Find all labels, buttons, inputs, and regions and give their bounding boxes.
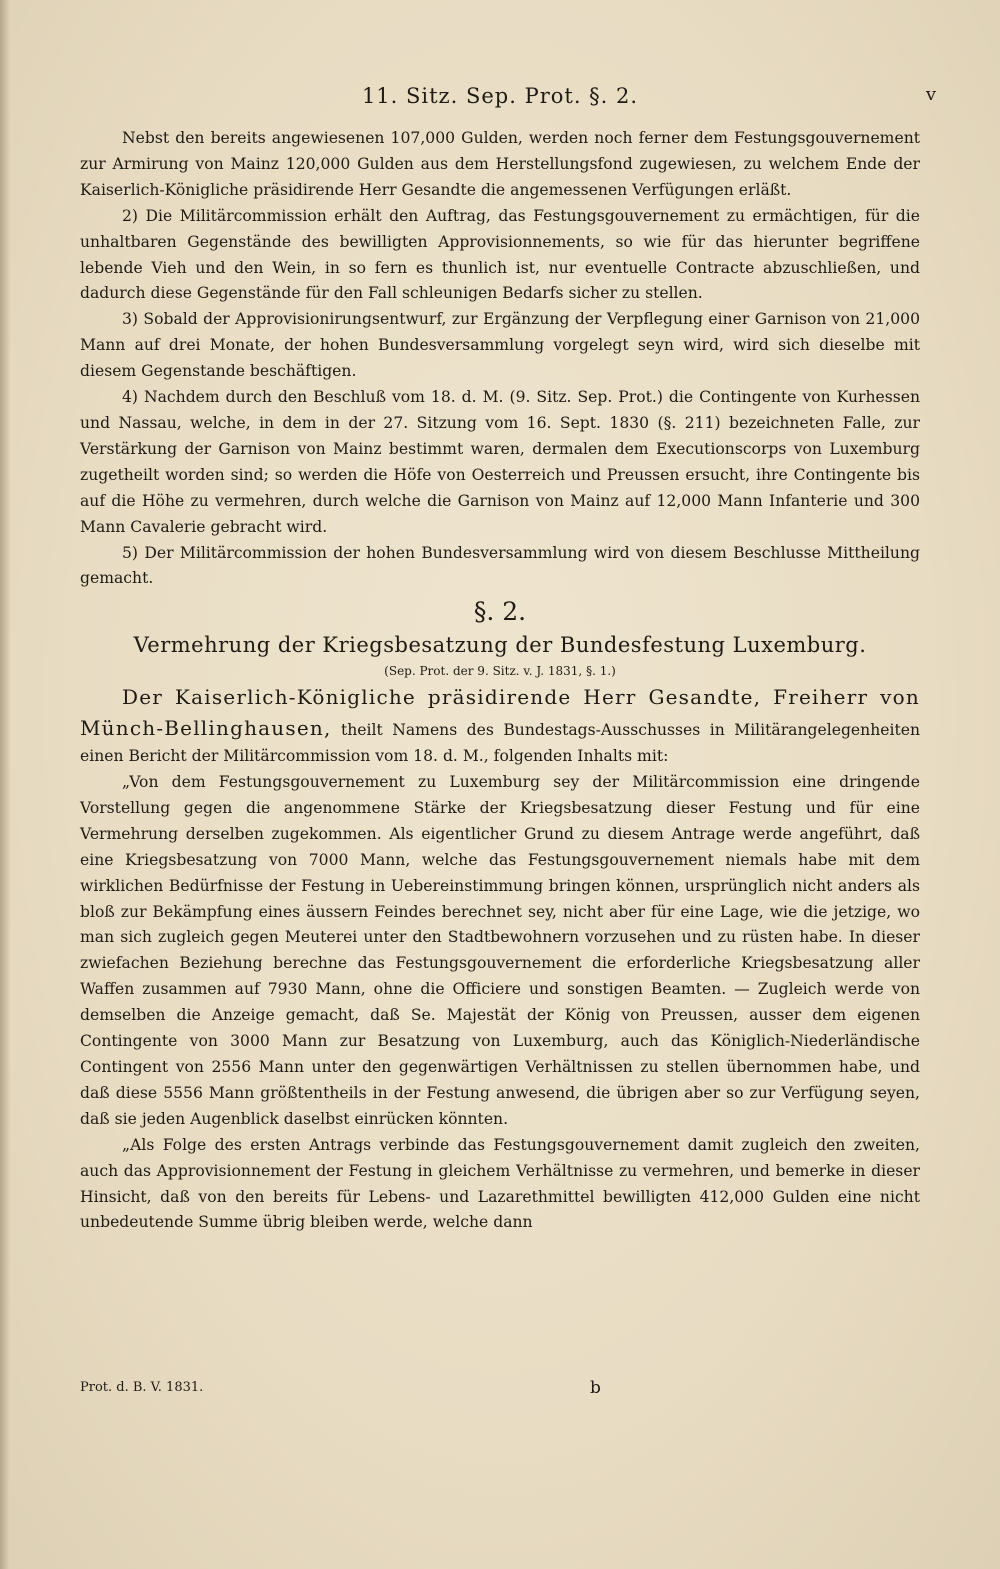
- section-number: §. 2.: [473, 597, 527, 627]
- section-lead: Der Kaiserlich-Königliche präsidirende Herr Gesandte, Freiherr von Münch-Bellinghausen,: [80, 685, 920, 741]
- section-lead-paragraph: [80, 682, 920, 770]
- paragraph: 2) Die Militärcommission erhält den Auftrag, das Festungsgouvernement zu ermächtigen, für die unhaltbaren Gegenstände des bewilligten Approvisionnements, so wie für das hierunter begriffene lebende Vieh und den Wein, in so fern es thunlich ist, nur eventuelle Contracte abzuschließen, und dadurch diese Gegenstände für den Fall schleunigen Bedarfs sicher zu stellen.: [80, 206, 920, 303]
- paragraph: Nebst den bereits angewiesenen 107,000 Gulden, werden noch ferner dem Festungsgouvernement zur Armirung von Mainz 120,000 Gulden aus dem Herstellungsfond zugewiesen, zu welchem Ende der Kaiserlich-Königliche präsidirende Herr Gesandte die angemessenen Verfügungen erläßt.: [80, 129, 920, 199]
- page-edge: [0, 0, 10, 1569]
- page-footer: [80, 1380, 920, 1402]
- paragraph: 4) Nachdem durch den Beschluß vom 18. d. M. (9. Sitz. Sep. Prot.) die Contingente von Kurhessen und Nassau, welche, in dem in der 27. Sitzung vom 16. Sept. 1830 (§. 211) bezeichneten Falle, zur Verstärkung der Garnison von Mainz bestimmt waren, dermalen dem Executionscorps von Luxemburg zugetheilt worden sind; so werden die Höfe von Oesterreich und Preussen ersucht, ihre Contingente bis auf die Höhe zu vermehren, durch welche die Garnison von Mainz auf 12,000 Mann Infanterie und 300 Mann Cavalerie gebracht wird.: [80, 388, 920, 536]
- signature-mark: b: [590, 1378, 601, 1398]
- section-title: Vermehrung der Kriegsbesatzung der Bundesfestung Luxemburg.: [133, 633, 867, 658]
- quote-paragraph: „Von dem Festungsgouvernement zu Luxemburg sey der Militärcommission eine dringende Vorstellung gegen die angenommene Stärke der Kriegsbesatzung dieser Festung und für eine Vermehrung derselben zugekommen. Als eigentlicher Grund zu diesem Antrage werde angeführt, daß eine Kriegsbesatzung von 7000 Mann, welche das Festungsgouvernement niemals habe mit dem wirklichen Bedürfnisse der Festung in Uebereinstimmung bringen können, ursprünglich nicht anders als bloß zur Bekämpfung eines äussern Feindes berechnet sey, nicht aber für eine Lage, wie die jetzige, wo man sich zugleich gegen Meuterei unter den Stadtbewohnern vorzusehen und zu rüsten habe. In dieser zwiefachen Beziehung berechne das Festungsgouvernement die erforderliche Kriegsbesatzung aller Waffen zusammen auf 7930 Mann, ohne die Officiere und sonstigen Beamten. — Zugleich werde von demselben die Anzeige gemacht, daß Se. Majestät der König von Preussen, ausser dem eigenen Contingente von 3000 Mann zur Besatzung von Luxemburg, auch das Königlich-Niederländische Contingent von 2556 Mann unter den gegenwärtigen Verhältnissen zu stellen übernommen habe, und daß diese 5556 Mann größtentheils in der Festung anwesend, die übrigen aber so zur Verfügung seyen, daß sie jeden Augenblick daselbst einrücken könnten.: [80, 773, 920, 1128]
- footer-source: Prot. d. B. V. 1831.: [80, 1380, 204, 1395]
- body-text: [80, 126, 920, 1236]
- paragraph: 5) Der Militärcommission der hohen Bundesversammlung wird von diesem Beschlusse Mittheilung gemacht.: [80, 543, 920, 588]
- section-reference: (Sep. Prot. der 9. Sitz. v. J. 1831, §. 1.): [384, 664, 616, 679]
- paragraph: 3) Sobald der Approvisionirungsentwurf, zur Ergänzung der Verpflegung einer Garnison von 21,000 Mann auf drei Monate, der hohen Bundesversammlung vorgelegt seyn wird, wird sich dieselbe mit diesem Gegenstande beschäftigen.: [80, 310, 920, 381]
- quote-paragraph: „Als Folge des ersten Antrags verbinde das Festungsgouvernement damit zugleich den zweiten, auch das Approvisionnement der Festung in gleichem Verhältnisse zu vermehren, und bemerke in dieser Hinsicht, daß von den bereits für Lebens- und Lazarethmittel bewilligten 412,000 Gulden eine nicht unbedeutende Summe übrig bleiben werde, welche dann: [80, 1135, 920, 1232]
- page-number: v: [925, 84, 936, 105]
- header-title: 11. Sitz. Sep. Prot. §. 2.: [361, 84, 639, 108]
- section-lead-rest: theilt Namens des Bundestags-Ausschusses in Militärangelegenheiten einen Bericht der Militärcommission vom 18. d. M., folgenden Inhalts mit:: [80, 721, 920, 766]
- running-header: [80, 84, 936, 116]
